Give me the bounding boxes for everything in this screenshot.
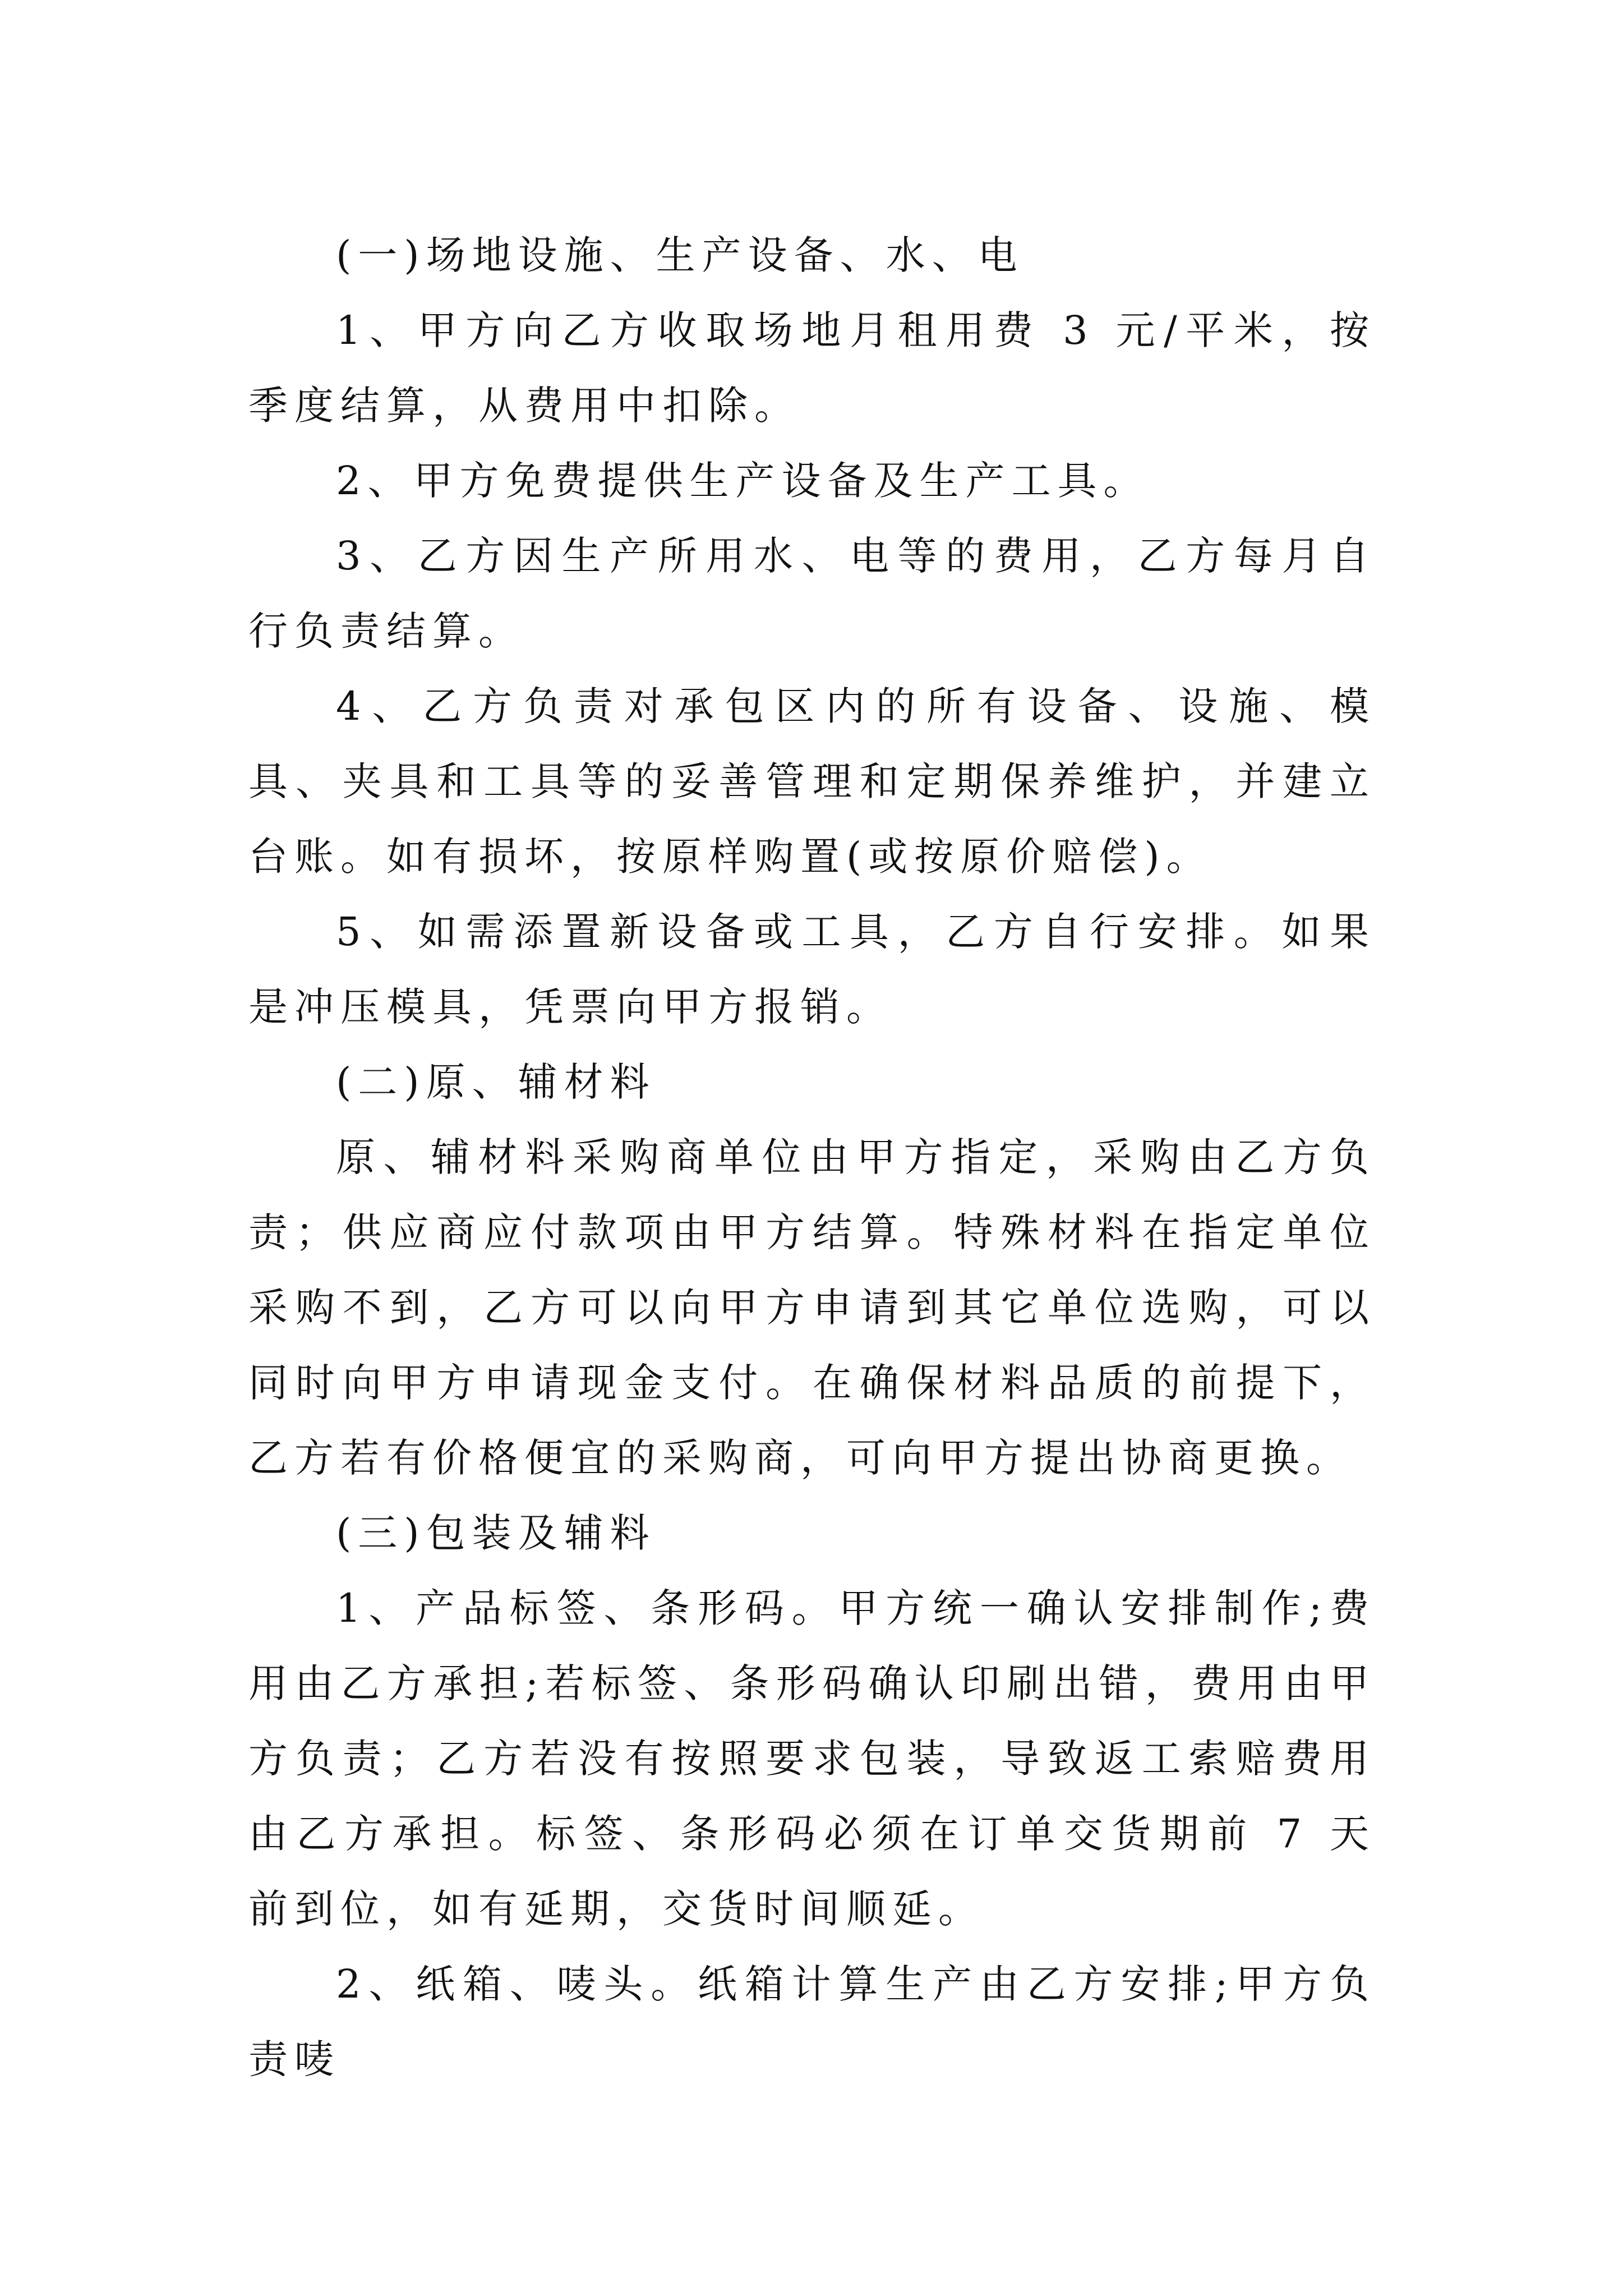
section-heading-1: (一)场地设施、生产设备、水、电	[336, 232, 1024, 278]
clause-paragraph: 2、甲方免费提供生产设备及生产工具。	[336, 458, 1150, 504]
clause-paragraph: 5、如需添置新设备或工具，乙方自行安排。如果是冲压模具，凭票向甲方报销。	[248, 909, 1376, 1030]
section-heading-3: (三)包装及辅料	[336, 1510, 656, 1556]
clause-paragraph: 3、乙方因生产所用水、电等的费用，乙方每月自行负责结算。	[248, 533, 1376, 654]
document-page	[248, 218, 1376, 2097]
clause-paragraph: 1、甲方向乙方收取场地月租用费 3 元/平米，按季度结算，从费用中扣除。	[248, 307, 1376, 429]
section-heading-2: (二)原、辅材料	[336, 1059, 656, 1105]
clause-paragraph: 原、辅材料采购商单位由甲方指定，采购由乙方负责；供应商应付款项由甲方结算。特殊材料在指定单位采购不到，乙方可以向甲方申请到其它单位选购，可以同时向甲方申请现金支付。在确保材料品质的前提下，乙方若有价格便宜的采购商，可向甲方提出协商更换。	[248, 1134, 1376, 1481]
clause-paragraph: 4、乙方负责对承包区内的所有设备、设施、模具、夹具和工具等的妥善管理和定期保养维护，并建立台账。如有损坏，按原样购置(或按原价赔偿)。	[248, 683, 1376, 880]
clause-paragraph: 1、产品标签、条形码。甲方统一确认安排制作;费用由乙方承担;若标签、条形码确认印刷出错，费用由甲方负责；乙方若没有按照要求包装，导致返工索赔费用由乙方承担。标签、条形码必须在订单交货期前 7 天前到位，如有延期，交货时间顺延。	[248, 1585, 1376, 1932]
clause-paragraph: 2、纸箱、唛头。纸箱计算生产由乙方安排;甲方负责唛	[248, 1961, 1376, 2082]
